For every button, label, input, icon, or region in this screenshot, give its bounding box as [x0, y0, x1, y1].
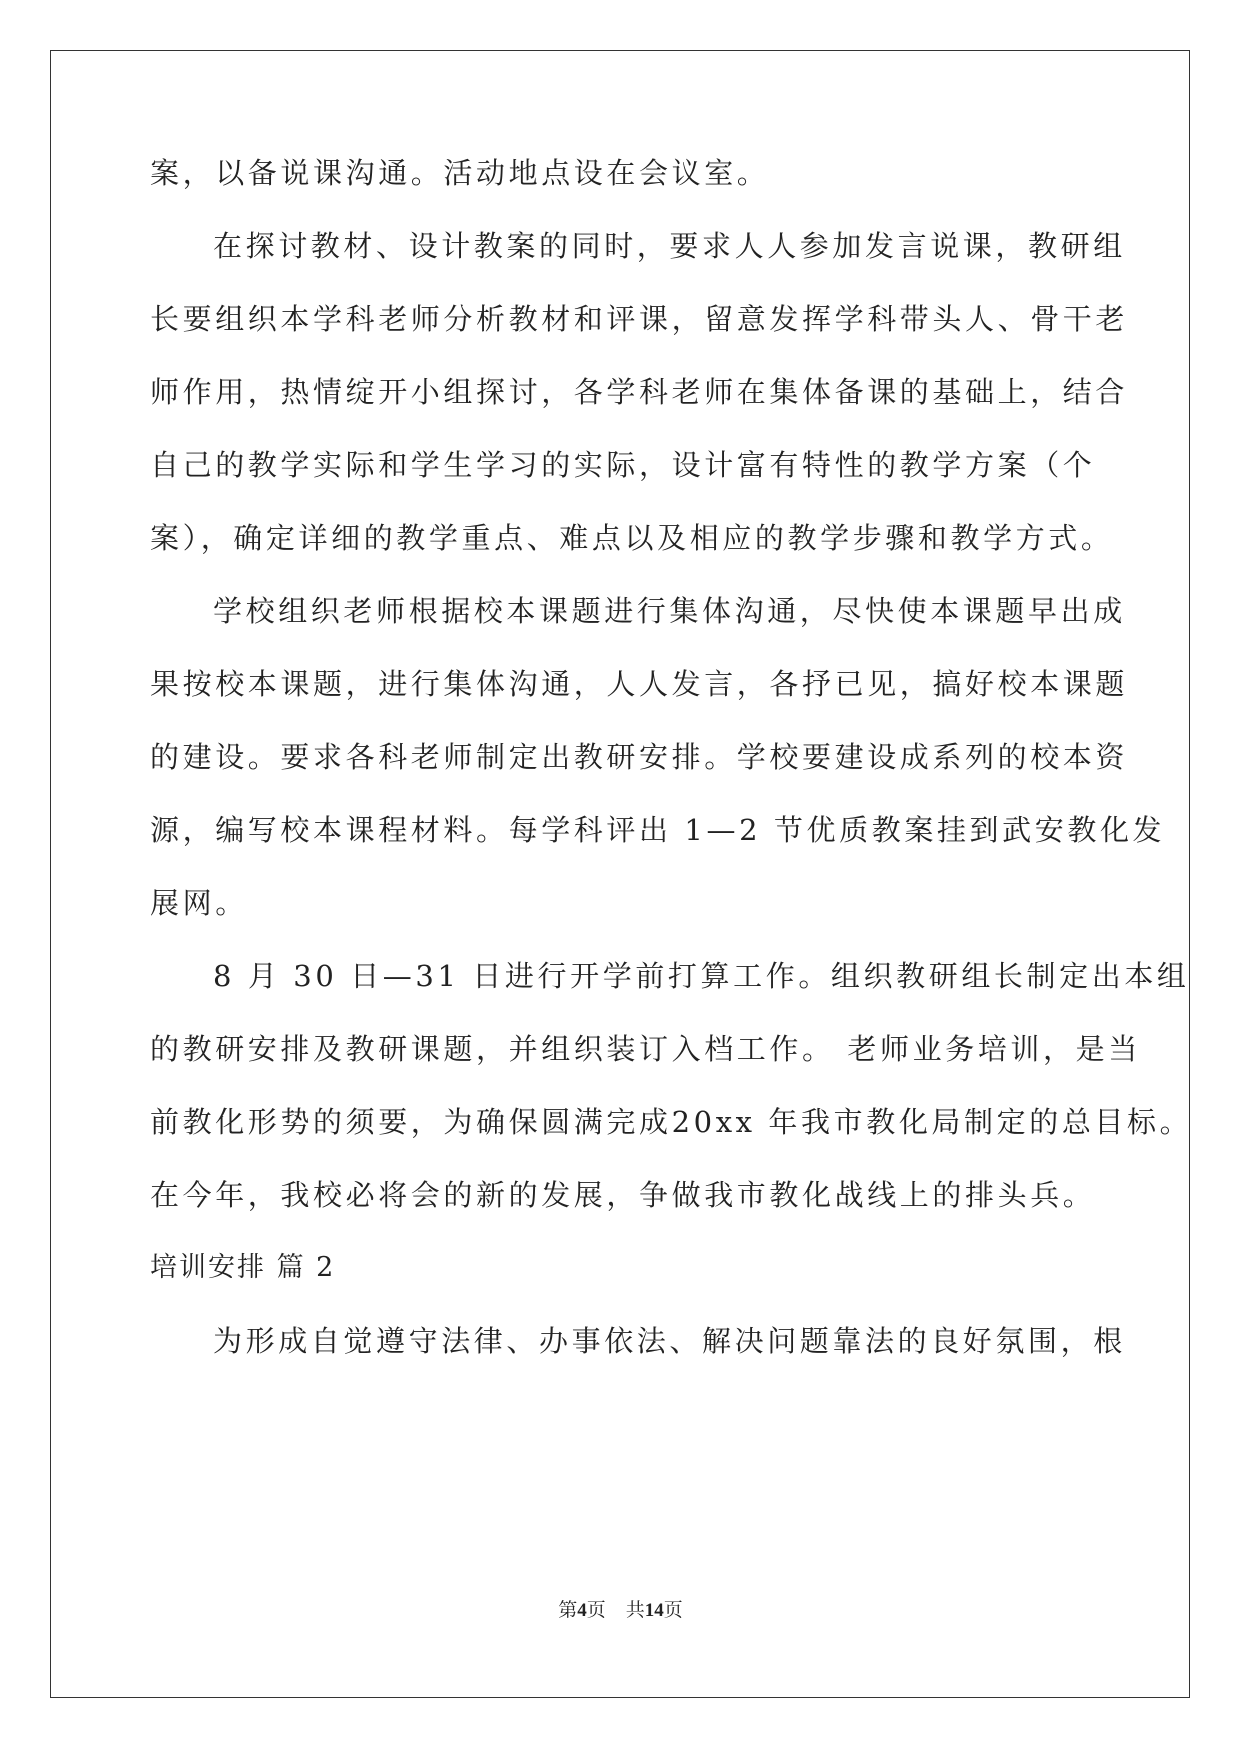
text-line: 在今年，我校必将会的新的发展，争做我市教化战线上的排头兵。	[150, 1178, 1096, 1212]
page-total: 14	[644, 1600, 664, 1621]
total-suffix: 页	[663, 1600, 683, 1621]
page-prefix: 第	[558, 1600, 578, 1621]
page-suffix: 页	[586, 1600, 606, 1621]
text-line: 展网。	[150, 886, 248, 920]
text-line: 前教化形势的须要，为确保圆满完成20xx 年我市教化局制定的总目标。	[150, 1105, 1193, 1139]
text-line: 源，编写校本课程材料。每学科评出 1—2 节优质教案挂到武安教化发	[150, 813, 1166, 847]
text-line: 在探讨教材、设计教案的同时，要求人人参加发言说课，教研组	[213, 229, 1126, 263]
text-line: 长要组织本学科老师分析教材和评课，留意发挥学科带头人、骨干老	[150, 302, 1129, 336]
text-line: 为形成自觉遵守法律、办事依法、解决问题靠法的良好氛围，根	[213, 1324, 1126, 1358]
text-line: 自己的教学实际和学生学习的实际，设计富有特性的教学方案（个	[150, 448, 1096, 482]
text-line: 师作用，热情绽开小组探讨，各学科老师在集体备课的基础上，结合	[150, 375, 1129, 409]
text-line: 8 月 30 日—31 日进行开学前打算工作。组织教研组长制定出本组	[213, 959, 1190, 993]
page-border	[50, 50, 1193, 1698]
text-line: 案，以备说课沟通。活动地点设在会议室。	[150, 156, 770, 190]
section-heading: 培训安排 篇 2	[150, 1252, 336, 1283]
text-line: 学校组织老师根据校本课题进行集体沟通，尽快使本课题早出成	[213, 594, 1126, 628]
total-prefix: 共	[625, 1600, 645, 1621]
text-line: 的教研安排及教研课题，并组织装订入档工作。 老师业务培训，是当	[150, 1032, 1141, 1066]
text-line: 果按校本课题，进行集体沟通，人人发言，各抒已见，搞好校本课题	[150, 667, 1129, 701]
page-footer	[0, 1595, 1241, 1622]
page-current: 4	[577, 1600, 587, 1621]
text-line: 的建设。要求各科老师制定出教研安排。学校要建设成系列的校本资	[150, 740, 1129, 774]
text-line: 案），确定详细的教学重点、难点以及相应的教学步骤和教学方式。	[150, 521, 1114, 555]
